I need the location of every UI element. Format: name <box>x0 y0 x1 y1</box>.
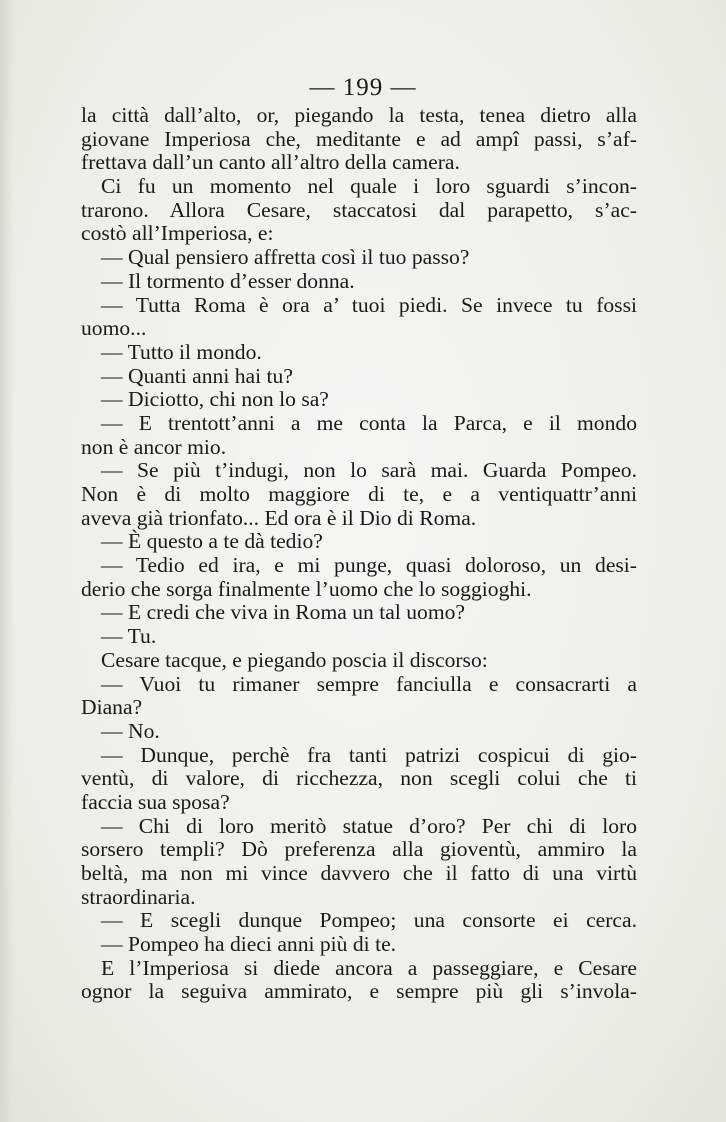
text-line: — Se più t’indugi, non lo sarà mai. Guarda Pompeo. <box>101 459 637 483</box>
text-line: faccia sua sposa? <box>81 789 230 814</box>
text-line: ognor la seguiva ammirato, e sempre più gli s’invola- <box>81 980 637 1004</box>
text-line: — Chi di loro meritò statue d’oro? Per chi di loro <box>101 814 637 838</box>
text-line: — Il tormento d’esser donna. <box>101 268 355 293</box>
text-line: — Tedio ed ira, e mi punge, quasi doloroso, un desi- <box>101 554 637 578</box>
text-line: — Diciotto, chi non lo sa? <box>101 387 329 412</box>
text-line: E l’Imperiosa si diede ancora a passeggiare, e Cesare <box>101 956 637 980</box>
text-line: — Pompeo ha dieci anni più di te. <box>101 932 397 957</box>
text-line: Ci fu un momento nel quale i loro sguardi s’incon- <box>101 175 637 199</box>
text-line: — E trentott’anni a me conta la Parca, e il mondo <box>101 411 637 435</box>
text-line: — Dunque, perchè fra tanti patrizi cospicui di gio- <box>101 743 637 767</box>
text-line: — È questo a te dà tedio? <box>101 529 323 554</box>
text-line: — E credi che viva in Roma un tal uomo? <box>101 600 465 625</box>
text-line: — E scegli dunque Pompeo; una consorte ei cerca. <box>101 909 637 933</box>
page-number: — 199 — <box>309 74 417 101</box>
text-line: — Tutta Roma è ora a’ tuoi piedi. Se invece tu fossi <box>101 293 637 317</box>
text-line: beltà, ma non mi vince davvero che il fatto di una virtù <box>81 862 637 885</box>
text-line: giovane Imperiosa che, meditante e ad ampî passi, s’af- <box>81 127 637 151</box>
text-line: derio che sorga finalmente l’uomo che lo soggioghi. <box>81 576 532 601</box>
text-line: Non è di molto maggiore di te, e a ventiquattr’anni <box>81 483 637 506</box>
text-line: — Tutto il mondo. <box>101 339 262 364</box>
body-text <box>81 104 637 1004</box>
text-line: — Tu. <box>101 624 157 649</box>
text-line: non è ancor mio. <box>81 434 227 459</box>
text-line: aveva già trionfato... Ed ora è il Dio di Roma. <box>81 505 477 530</box>
text-line: — Vuoi tu rimaner sempre fanciulla e consacrarti a <box>101 672 637 696</box>
text-line: — Qual pensiero affretta così il tuo passo? <box>101 245 470 270</box>
text-line: Cesare tacque, e piegando poscia il discorso: <box>101 647 488 672</box>
text-line: — No. <box>101 718 160 743</box>
text-line: uomo... <box>81 316 147 341</box>
text-line: costò all’Imperiosa, e: <box>81 221 274 246</box>
text-line: la città dall’alto, or, piegando la testa, tenea dietro alla <box>81 104 637 127</box>
text-line: ventù, di valore, di ricchezza, non scegli colui che ti <box>81 767 637 791</box>
text-line: Diana? <box>81 695 143 720</box>
page-spine-shadow <box>0 0 14 1122</box>
text-line: — Quanti anni hai tu? <box>101 363 293 388</box>
text-line: sorsero templi? Dò preferenza alla gioventù, ammiro la <box>81 838 637 862</box>
text-line: frettava dall’un canto all’altro della camera. <box>81 150 460 175</box>
text-line: trarono. Allora Cesare, staccatosi dal parapetto, s’ac- <box>81 198 637 222</box>
text-line: straordinaria. <box>81 884 196 909</box>
